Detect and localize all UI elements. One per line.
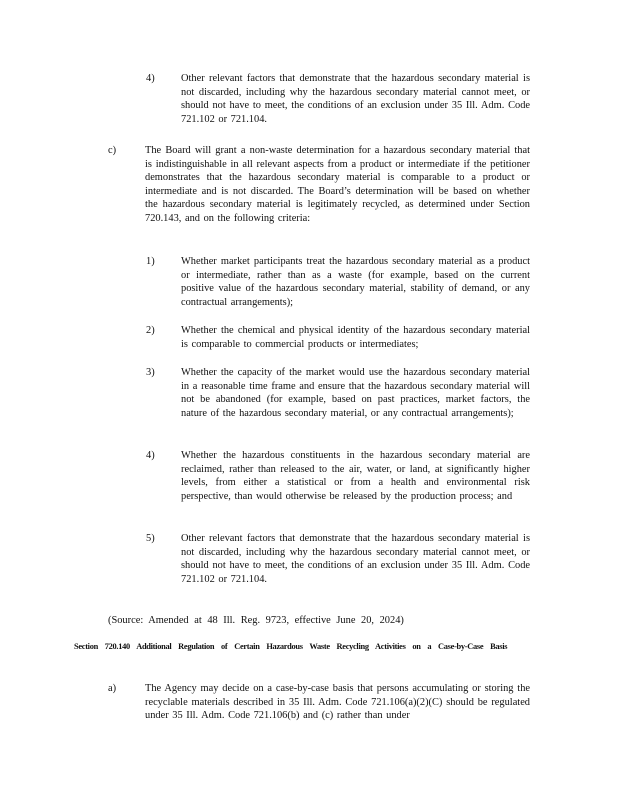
criterion-marker: 2) — [146, 325, 155, 336]
criterion-text: Whether the capacity of the market would use the hazardous secondary material in a reasonable time frame and ensure that the hazardous secondary material will not be abandoned (for example, based on past practices, market factors, the nature of the hazardous secondary material, or any contractual arrangements); — [181, 367, 530, 419]
paragraph-marker: c) — [108, 145, 117, 156]
criterion-text: Whether market participants treat the hazardous secondary material as a product or intermediate, rather than as a waste (for example, based on the current positive value of the hazardous secondary material, stability of demand, or any contractual arrangements); — [181, 256, 530, 308]
criterion-text: Whether the hazardous constituents in the hazardous secondary material are reclaimed, rather than released to the air, water, or land, at significantly higher levels, from either a statistical or from a health and environmental risk perspective, than would otherwise be released by the production process; and — [181, 450, 530, 502]
criterion-text: Whether the chemical and physical identity of the hazardous secondary material is comparable to commercial products or intermediates; — [181, 325, 530, 350]
criterion-marker: 4) — [146, 450, 155, 461]
criterion-text: Other relevant factors that demonstrate that the hazardous secondary material is not discarded, including why the hazardous secondary material cannot meet, or should not have to meet, the conditions of an exclusion under 35 Ill. Adm. Code 721.102 or 721.104. — [181, 533, 530, 585]
list-marker: 4) — [146, 73, 155, 84]
paragraph-text: The Board will grant a non-waste determination for a hazardous secondary material that is indistinguishable in all relevant aspects from a product or intermediate if the petitioner demonstrates that the hazardous secondary material is comparable to a product or intermediate and is not discarded. The Board’s determination will be based on whether the hazardous secondary material is legitimately recycled, as determined under Section 720.143, and on the following criteria: — [145, 145, 530, 224]
criterion-marker: 5) — [146, 533, 155, 544]
list-item-text: Other relevant factors that demonstrate that the hazardous secondary material is not discarded, including why the hazardous secondary material cannot meet, or should not have to meet, the conditions of an exclusion under 35 Ill. Adm. Code 721.102 or 721.104. — [181, 73, 530, 125]
paragraph-text: The Agency may decide on a case-by-case basis that persons accumulating or storing the recyclable materials described in 35 Ill. Adm. Code 721.106(a)(2)(C) should be regulated under 35 Ill. Adm. Code 721.106(b) and (c) rather than under — [145, 683, 530, 722]
source-note: (Source: Amended at 48 Ill. Reg. 9723, effective June 20, 2024) — [108, 615, 404, 626]
criterion-marker: 3) — [146, 367, 155, 378]
criterion-marker: 1) — [146, 256, 155, 267]
paragraph-marker: a) — [108, 683, 117, 694]
section-heading: Section 720.140 Additional Regulation of Certain Hazardous Waste Recycling Activities on a Case-by-Case Basis — [74, 642, 508, 651]
